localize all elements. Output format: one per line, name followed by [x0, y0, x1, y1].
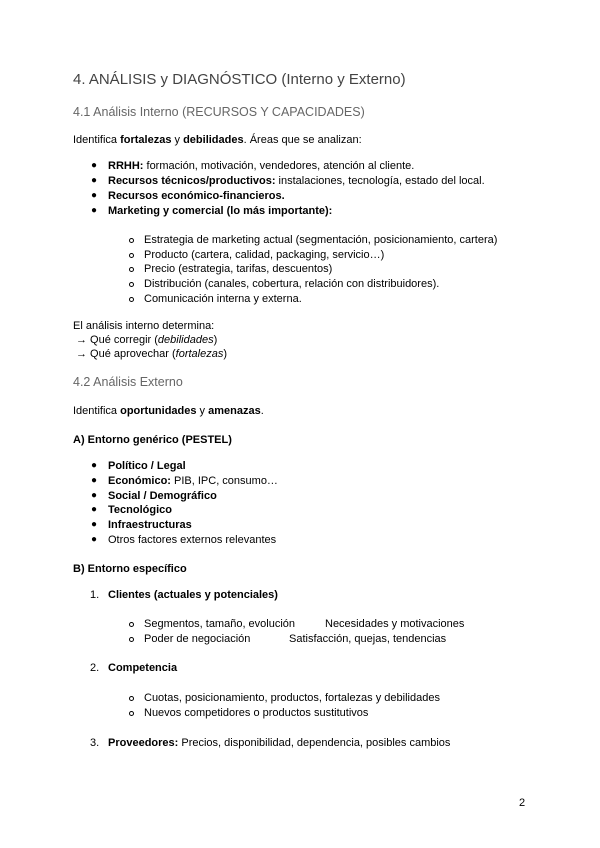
intro-text: Identifica	[73, 134, 121, 146]
competition-title: Competencia	[108, 662, 178, 674]
internal-analysis-title: 4.1 Análisis Interno (RECURSOS Y CAPACIDADES)	[73, 105, 365, 119]
intro-weakness: debilidades	[183, 134, 244, 146]
list-item	[108, 459, 186, 473]
bullet-circle-icon	[129, 297, 134, 302]
list-item: Segmentos, tamaño, evolución	[144, 618, 296, 630]
item-label: Político / Legal	[108, 460, 186, 472]
list-item	[108, 474, 278, 488]
list-number: 2.	[90, 662, 100, 674]
suppliers-item	[108, 736, 450, 750]
page-number: 2	[519, 797, 526, 809]
bullet-circle-icon	[129, 238, 134, 243]
list-item: Estrategia de marketing actual (segmentación, posicionamiento, cartera)	[144, 234, 498, 246]
intro-threats: amenazas	[208, 405, 261, 417]
bullet-circle-icon	[129, 637, 134, 642]
bullet-dot-icon: ●	[91, 519, 98, 530]
list-item: Comunicación interna y externa.	[144, 293, 302, 305]
bullet-dot-icon: ●	[91, 460, 98, 471]
item-label: Marketing y comercial (lo más importante):	[108, 205, 333, 217]
bullet-dot-icon: ●	[91, 175, 98, 186]
list-item	[108, 533, 276, 547]
bullet-dot-icon: ●	[91, 504, 98, 515]
item-label: RRHH:	[108, 160, 144, 172]
item-label: Recursos económico-financieros.	[108, 190, 285, 202]
external-intro	[73, 404, 264, 418]
list-item: Nuevos competidores o productos sustitutivos	[144, 707, 369, 719]
item-text: PIB, IPC, consumo…	[170, 475, 278, 487]
list-number: 3.	[90, 737, 100, 749]
arrow-em: debilidades	[157, 334, 214, 346]
clients-title: Clientes (actuales y potenciales)	[108, 589, 278, 601]
bullet-circle-icon	[129, 267, 134, 272]
item-label: Económico:	[108, 475, 171, 487]
arrow-text: → Qué aprovechar (	[76, 348, 176, 360]
bullet-circle-icon	[129, 282, 134, 287]
list-item: Precio (estrategia, tarifas, descuentos)	[144, 263, 333, 275]
generic-environment-title: A) Entorno genérico (PESTEL)	[73, 434, 232, 446]
item-label: Infraestructuras	[108, 519, 192, 531]
item-text: Precios, disponibilidad, dependencia, posibles cambios	[178, 737, 451, 749]
item-text: formación, motivación, vendedores, atención al cliente.	[143, 160, 415, 172]
list-item: Poder de negociación	[144, 633, 251, 645]
item-label: Tecnológico	[108, 504, 172, 516]
intro-text: y	[196, 405, 209, 417]
intro-opportunities: oportunidades	[120, 405, 197, 417]
bullet-dot-icon: ●	[91, 190, 98, 201]
list-item: Producto (cartera, calidad, packaging, servicio…)	[144, 249, 385, 261]
bullet-dot-icon: ●	[91, 160, 98, 171]
intro-text: Identifica	[73, 405, 121, 417]
intro-text: . Áreas que se analizan:	[243, 134, 362, 146]
bullet-circle-icon	[129, 711, 134, 716]
list-item	[108, 189, 285, 203]
arrow-leverage	[76, 347, 227, 361]
bullet-circle-icon	[129, 622, 134, 627]
intro-text: .	[260, 405, 264, 417]
item-text: instalaciones, tecnología, estado del local.	[275, 175, 485, 187]
item-text: Otros factores externos relevantes	[108, 534, 277, 546]
specific-environment-title: B) Entorno específico	[73, 563, 187, 575]
list-item	[108, 204, 332, 218]
internal-intro	[73, 133, 362, 147]
intro-text: y	[171, 134, 184, 146]
list-item: Satisfacción, quejas, tendencias	[289, 633, 447, 645]
bullet-circle-icon	[129, 253, 134, 258]
external-analysis-title: 4.2 Análisis Externo	[73, 375, 183, 389]
bullet-dot-icon: ●	[91, 490, 98, 501]
arrow-em: fortalezas	[175, 348, 224, 360]
list-item	[108, 159, 414, 173]
list-item: Cuotas, posicionamiento, productos, fortalezas y debilidades	[144, 692, 440, 704]
arrow-correct	[76, 333, 217, 347]
arrow-text: )	[223, 348, 228, 360]
list-number: 1.	[90, 589, 100, 601]
item-label: Recursos técnicos/productivos:	[108, 175, 276, 187]
list-item	[108, 503, 172, 517]
list-item	[108, 174, 485, 188]
internal-determines: El análisis interno determina:	[73, 320, 215, 332]
bullet-dot-icon: ●	[91, 475, 98, 486]
section-heading: 4. ANÁLISIS y DIAGNÓSTICO (Interno y Externo)	[73, 71, 406, 88]
bullet-dot-icon: ●	[91, 534, 98, 545]
list-item	[108, 489, 217, 503]
arrow-text: )	[213, 334, 218, 346]
bullet-circle-icon	[129, 696, 134, 701]
arrow-text: → Qué corregir (	[76, 334, 158, 346]
list-item	[108, 518, 192, 532]
list-item: Necesidades y motivaciones	[325, 618, 465, 630]
intro-strength: fortalezas	[120, 134, 172, 146]
item-label: Proveedores:	[108, 737, 179, 749]
list-item: Distribución (canales, cobertura, relación con distribuidores).	[144, 278, 440, 290]
bullet-dot-icon: ●	[91, 205, 98, 216]
item-label: Social / Demográfico	[108, 490, 217, 502]
